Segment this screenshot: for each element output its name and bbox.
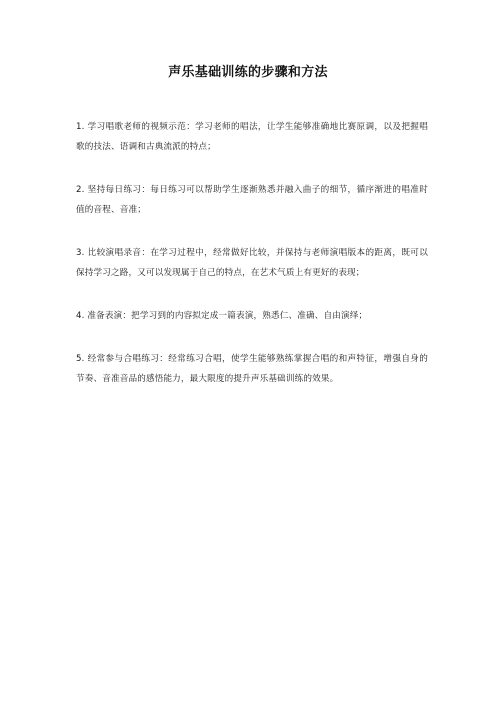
step-item-5: 5. 经常参与合唱练习：经常练习合唱，使学生能够熟练掌握合唱的和声特征，增强自身的节奏、音准音品的感悟能力，最大限度的提升声乐基础训练的效果。 bbox=[76, 354, 428, 384]
step-item-2: 2. 坚持每日练习：每日练习可以帮助学生逐渐熟悉并融入曲子的细节，循序渐进的唱准时值的音程、音准； bbox=[76, 185, 428, 215]
document-title: 声乐基础训练的步骤和方法 bbox=[168, 65, 328, 80]
step-item-3: 3. 比较演唱录音：在学习过程中，经常做好比较，并保持与老师演唱版本的距离，既可以保持学习之路，又可以发现属于自己的特点，在艺术气质上有更好的表现； bbox=[76, 248, 428, 278]
step-item-1: 1. 学习唱歌老师的视频示范：学习老师的唱法，让学生能够准确地比赛原调，以及把握唱歌的技法、语调和古典流派的特点； bbox=[76, 122, 428, 152]
step-item-4: 4. 准备表演：把学习到的内容拟定成一篇表演，熟悉仁、准确、自由演绎； bbox=[76, 311, 368, 321]
step-list bbox=[76, 117, 428, 412]
